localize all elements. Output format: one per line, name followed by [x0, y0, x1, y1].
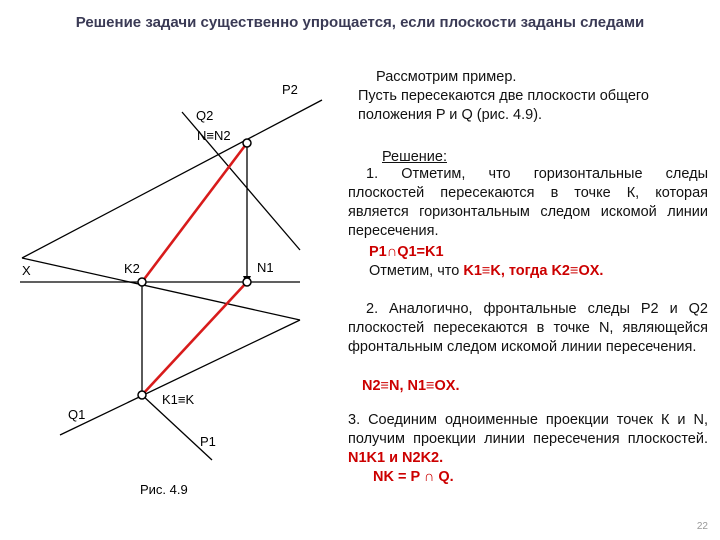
step-2-formula: N2≡N, N1≡OX. — [362, 378, 460, 394]
intro-line-1: Рассмотрим пример. — [376, 69, 517, 85]
point-n2 — [243, 139, 251, 147]
label-q2: Q2 — [196, 108, 214, 123]
line-n1k1 — [142, 282, 247, 395]
step-1-text: 1. Отметим, что горизонтальные следы плоскостей пересекаются в точке К, которая является горизонтальным следом искомой линии пересечения. — [348, 166, 708, 239]
label-n1: N1 — [257, 260, 274, 275]
page-number: 22 — [696, 521, 708, 532]
label-q1: Q1 — [68, 407, 86, 422]
solution-heading: Решение: — [382, 149, 447, 165]
slide-title: Решение задачи существенно упрощается, если плоскости заданы следами — [75, 14, 645, 31]
step-3-red: N1K1 и N2K2. — [348, 450, 444, 466]
label-p2: P2 — [282, 82, 298, 97]
label-x: X — [22, 263, 31, 278]
label-k1-k: K1≡K — [162, 392, 195, 407]
step-1-note-prefix: Отметим, что — [369, 263, 460, 279]
step-1-note — [369, 262, 603, 281]
step-2-text: 2. Аналогично, фронтальные следы P2 и Q2 плоскостей пересекаются в точке N, являющейся фронтальным следом искомой линии пересечения. — [348, 301, 708, 355]
label-p1: P1 — [200, 434, 216, 449]
point-k1 — [138, 391, 146, 399]
trace-p1 — [60, 320, 300, 435]
label-k2: K2 — [124, 261, 140, 276]
intro-line-3: положения P и Q (рис. 4.9). — [358, 107, 543, 123]
step-1-note-red: K1≡K, тогда K2≡OX. — [463, 263, 604, 279]
trace-p2 — [22, 100, 322, 258]
line-n2k2 — [142, 143, 247, 282]
figure-caption: Рис. 4.9 — [140, 482, 188, 497]
step-3-formula: NK = P ∩ Q. — [373, 469, 454, 485]
intro-line-2: Пусть пересекаются две плоскости общего — [358, 88, 649, 104]
step-1-formula: P1∩Q1=K1 — [369, 244, 444, 260]
step-3-plain: 3. Соединим одноименные проекции точек К и N, получим проекции линии пересечения плоскостей. — [348, 412, 708, 447]
point-n1 — [243, 278, 251, 286]
label-n-n2: N≡N2 — [197, 128, 231, 143]
step-3-text — [348, 411, 708, 468]
point-k2 — [138, 278, 146, 286]
